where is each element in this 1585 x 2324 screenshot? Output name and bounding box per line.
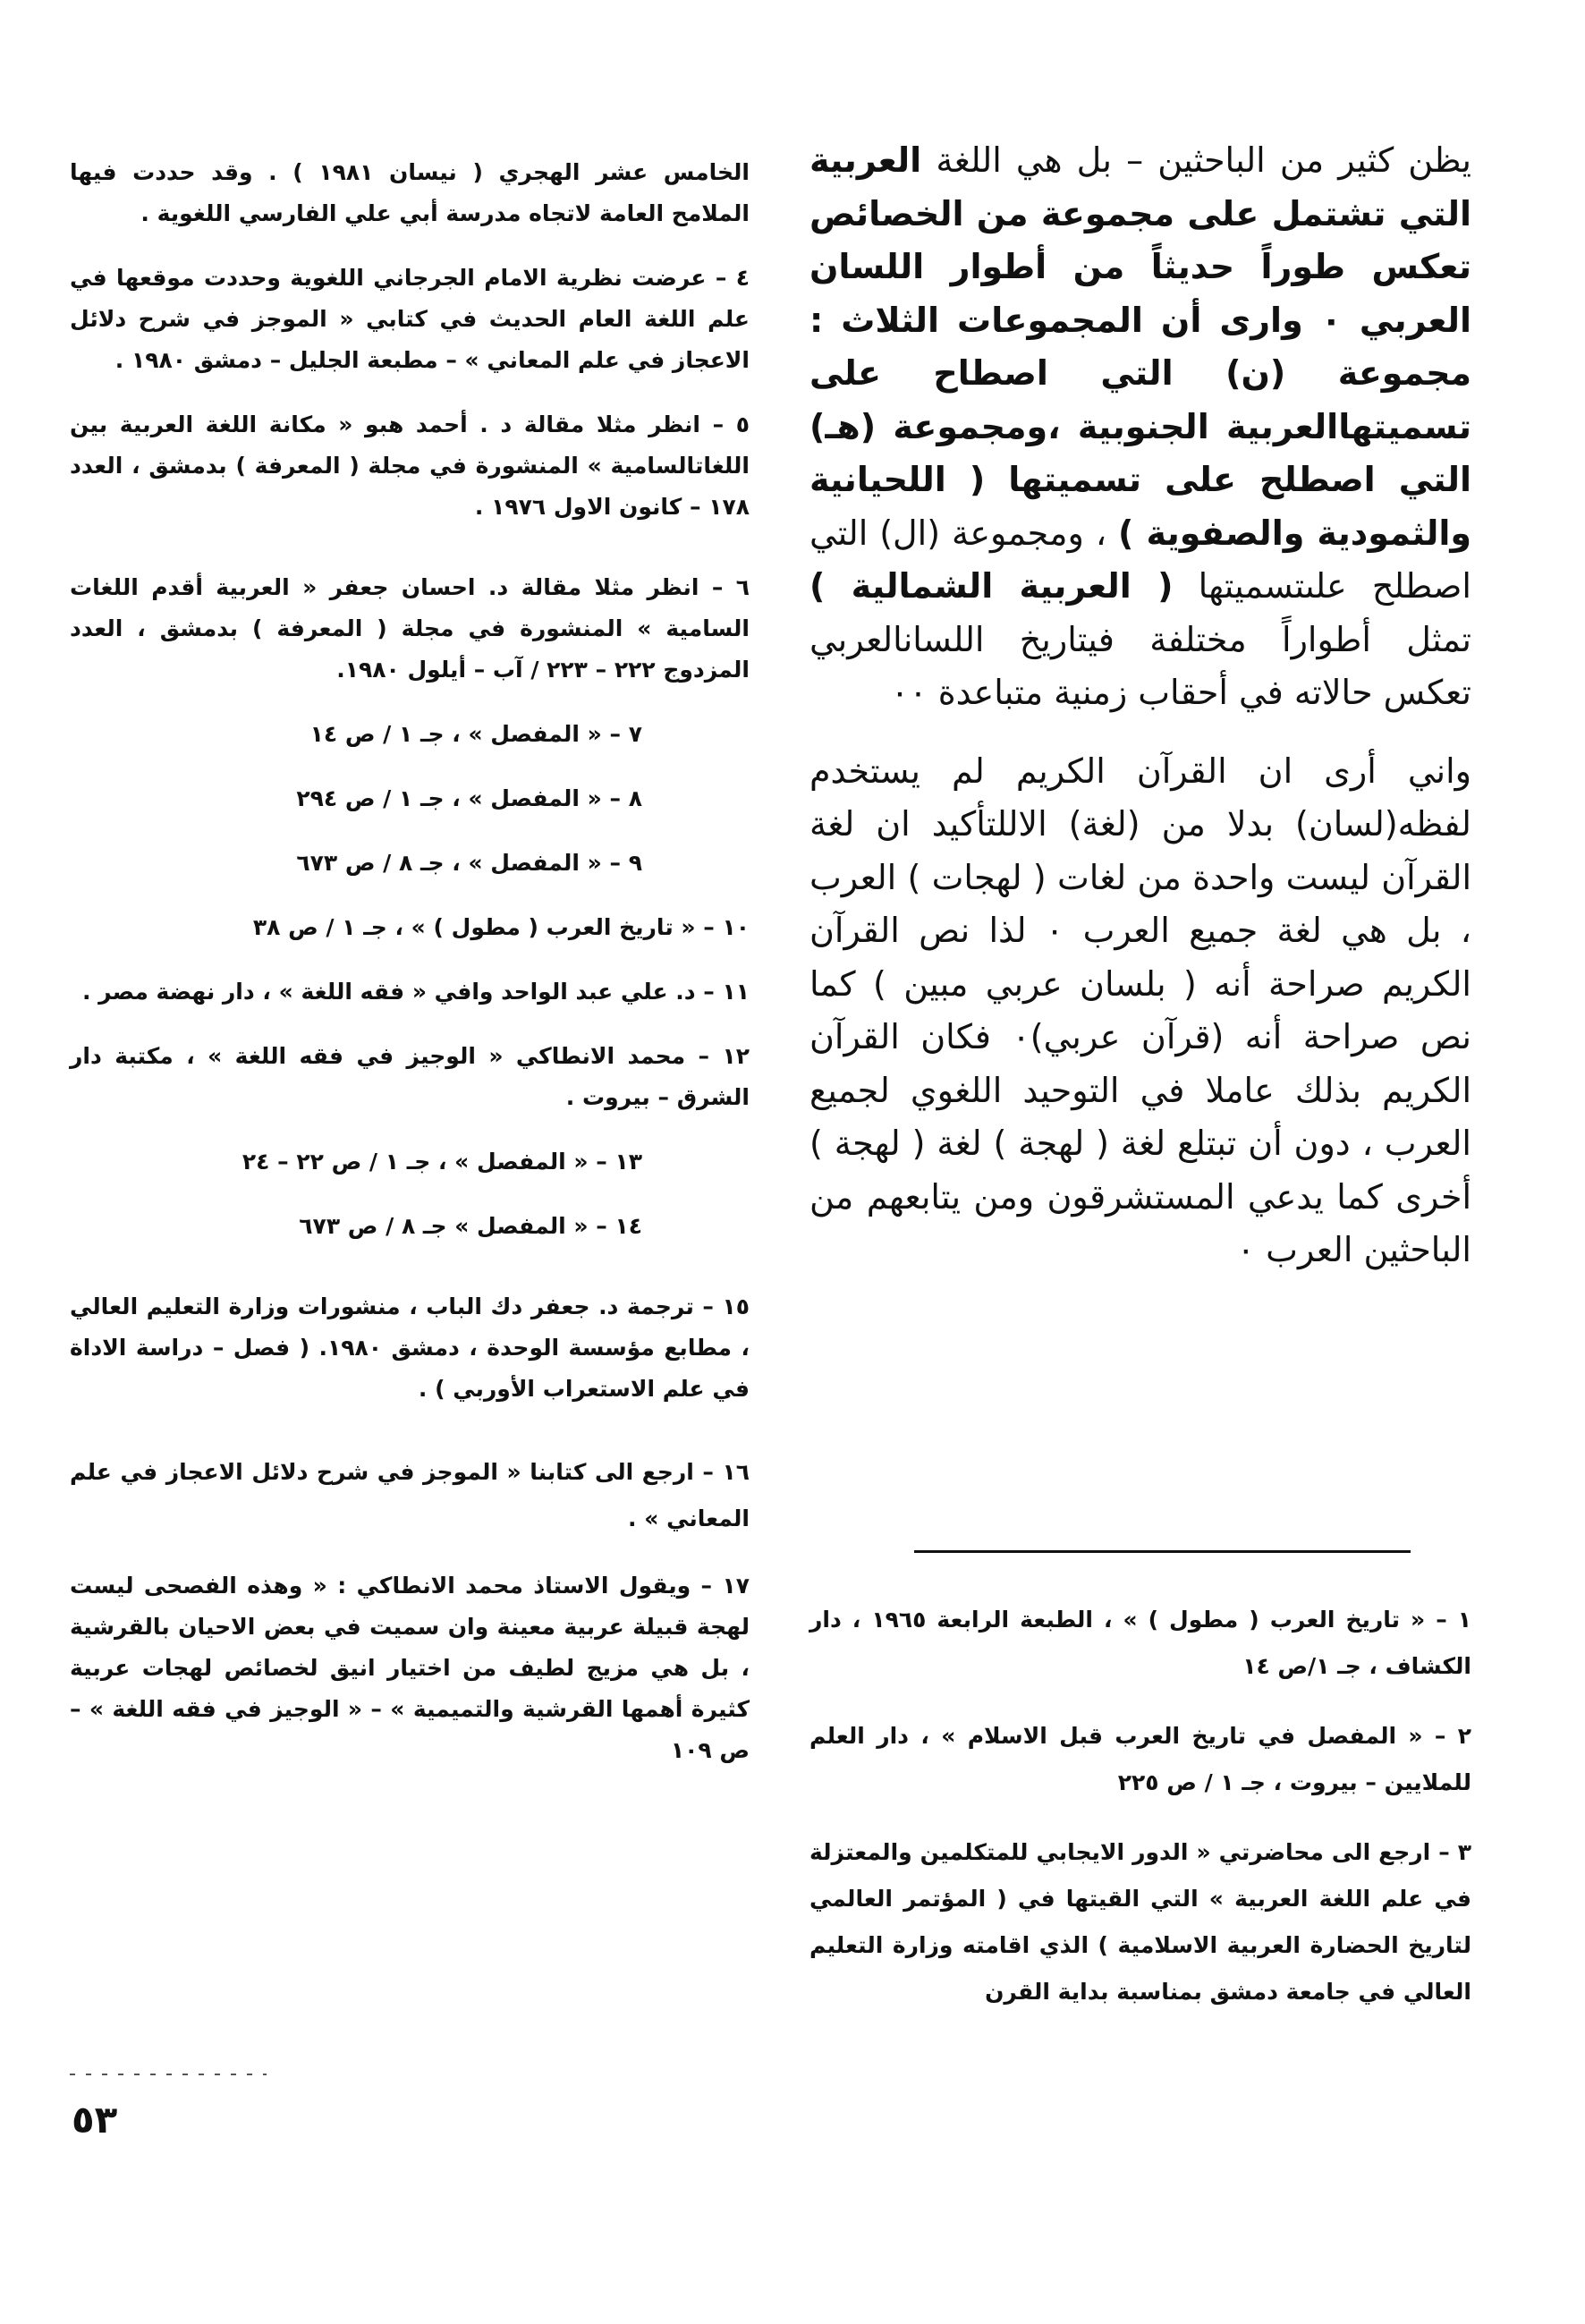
paragraph-1-end: تمثل أطواراً مختلفة فيتاريخ اللسانالعربي تعكس حالاته في أحقاب زمنية متباعدة ٠٠ bbox=[809, 619, 1471, 712]
paragraph-1-middle: ، ومجموعة (ال) التي اصطلح علىتسميتها bbox=[809, 513, 1471, 606]
footnote-8: ٨ – « المفصل » ، جـ ١ / ص ٢٩٤ bbox=[296, 785, 642, 811]
footnote-11: ١١ – د. علي عبد الواحد وافي « فقه اللغة » ، دار نهضة مصر . bbox=[81, 979, 750, 1005]
footnote-3-continued: الخامس عشر الهجري ( نيسان ١٩٨١ ) . وقد حددت فيها الملامح العامة لاتجاه مدرسة أبي علي الفارسي اللغوية . bbox=[70, 159, 750, 226]
footnote-7: ٧ – « المفصل » ، جـ ١ / ص ١٤ bbox=[309, 721, 642, 747]
footnotes-left bbox=[70, 152, 750, 1794]
footnote-1: ١ – « تاريخ العرب ( مطول ) » ، الطبعة الرابعة ١٩٦٥ ، دار الكشاف ، جـ ١/ص ١٤ bbox=[809, 1607, 1471, 1679]
paragraph-1-start: يظن كثير من الباحثين – بل هي اللغة bbox=[936, 140, 1471, 180]
footnote-2: ٢ – « المفصل في تاريخ العرب قبل الاسلام » ، دار العلم للملايين – بيروت ، جـ ١ / ص ٢٢٥ bbox=[809, 1723, 1471, 1795]
footnote-12: ١٢ – محمد الانطاكي « الوجيز في فقه اللغة » ، مكتبة دار الشرق – بيروت . bbox=[70, 1043, 750, 1110]
footnote-5: ٥ – انظر مثلا مقالة د . أحمد هبو « مكانة اللغة العربية بين اللغاتالسامية » المنشورة في مجلة ( المعرفة ) بدمشق ، العدد ١٧٨ – كانون الاول ١٩٧٦ . bbox=[70, 411, 750, 520]
paragraph-1-bold-2: ( العربية الشمالية ) bbox=[809, 566, 1174, 606]
footnote-6: ٦ – انظر مثلا مقالة د. احسان جعفر « العربية أقدم اللغات السامية » المنشورة في مجلة ( المعرفة ) بدمشق ، العدد المزدوج ٢٢٢ – ٢٢٣ / آب – أيلول ١٩٨٠. bbox=[70, 574, 750, 683]
page-number: ٥٣ bbox=[72, 2098, 118, 2142]
footnote-3: ٣ – ارجع الى محاضرتي « الدور الايجابي للمتكلمين والمعتزلة في علم اللغة العربية » التي القيتها في ( المؤتمر العالمي لتاريخ الحضارة العربية الاسلامية ) الذي اقامته وزارة التعليم العالي في جامعة دمشق بمناسبة بداية القرن bbox=[809, 1839, 1471, 2005]
paragraph-2: واني أرى ان القرآن الكريم لم يستخدم لفظه(لسان) بدلا من (لغة) الاللتأكيد ان لغة القرآن ليست واحدة من لغات ( لهجات ) العرب ، بل هي لغة جميع العرب ٠ لذا نص القرآن الكريم صراحة أنه ( بلسان عربي مبين ) كما نص صراحة أنه (قرآن عربي)٠ فكان القرآن الكريم بذلك عاملا في التوحيد اللغوي لجميع العرب ، دون أن تبتلع لغة ( لهجة ) لغة ( لهجة ) أخرى كما يدعي المستشرقون ومن يتابعهم من الباحثين العرب ٠ bbox=[809, 751, 1471, 1269]
footnote-17: ١٧ – ويقول الاستاذ محمد الانطاكي : « وهذه الفصحى ليست لهجة قبيلة عربية معينة وان سميت في بعض الاحيان بالقرشية ، بل هي مزيج لطيف من اختيار انيق لخصائص لهجات عربية كثيرة أهمها القرشية والتميمية » – « الوجيز في فقه اللغة » – ص ١٠٩ bbox=[70, 1573, 750, 1763]
footnote-10: ١٠ – « تاريخ العرب ( مطول ) » ، جـ ١ / ص ٣٨ bbox=[252, 914, 750, 940]
footnote-separator bbox=[914, 1550, 1411, 1553]
footnote-13: ١٣ – « المفصل » ، جـ ١ / ص ٢٢ – ٢٤ bbox=[242, 1149, 642, 1175]
scan-artifact-line bbox=[70, 2074, 267, 2075]
main-text-column bbox=[809, 134, 1471, 1302]
footnote-14: ١٤ – « المفصل » جـ ٨ / ص ٦٧٣ bbox=[299, 1213, 642, 1239]
footnote-4: ٤ – عرضت نظرية الامام الجرجاني اللغوية وحددت موقعها في علم اللغة العام الحديث في كتابي « الموجز في شرح دلائل الاعجاز في علم المعاني » – مطبعة الجليل – دمشق ١٩٨٠ . bbox=[70, 265, 750, 373]
paragraph-1-bold: العربية التي تشتمل على مجموعة من الخصائص تعكس طوراً حديثاً من أطوار اللسان العربي ٠ وارى أن المجموعات الثلاث : مجموعة (ن) التي اصطاح على تسميتهاالعربية الجنوبية ،ومجموعة (هـ) التي اصطلح على تسميتها ( اللحيانية والثمودية والصفوية ) bbox=[809, 140, 1471, 553]
footnote-15: ١٥ – ترجمة د. جعفر دك الباب ، منشورات وزارة التعليم العالي ، مطابع مؤسسة الوحدة ، دمشق ١٩٨٠. ( فصل – دراسة الاداة في علم الاستعراب الأوربي ) . bbox=[70, 1293, 750, 1402]
footnotes-right bbox=[809, 1597, 1471, 2039]
footnote-16: ١٦ – ارجع الى كتابنا « الموجز في شرح دلائل الاعجاز في علم المعاني » . bbox=[70, 1459, 750, 1531]
paragraph-1 bbox=[809, 134, 1471, 720]
footnote-9: ٩ – « المفصل » ، جـ ٨ / ص ٦٧٣ bbox=[296, 850, 642, 876]
